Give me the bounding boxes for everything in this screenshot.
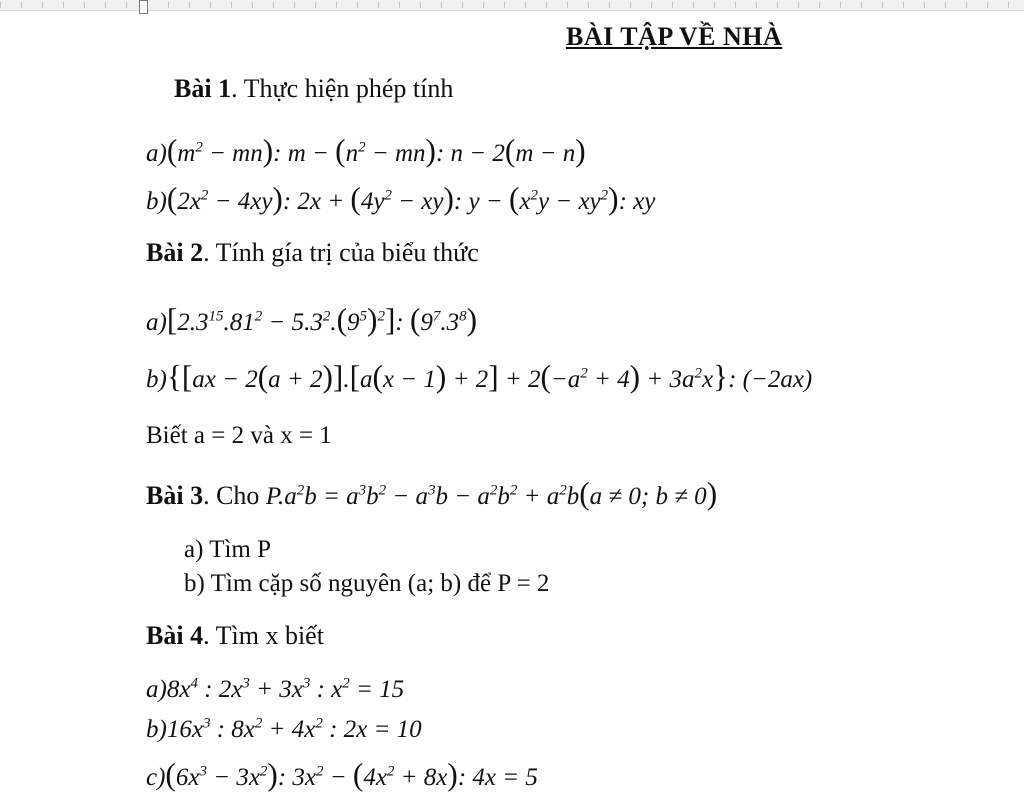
page-title: BÀI TẬP VỀ NHÀ: [566, 22, 783, 51]
bai2-heading: [146, 238, 479, 268]
bai3-item-a: a) Tìm P: [184, 536, 272, 563]
bai4-c-label: c): [146, 764, 166, 791]
bai2-label: Bài 2: [146, 238, 204, 267]
bai2-b-label: b): [146, 366, 167, 393]
bai4-heading: [146, 621, 324, 651]
ruler-ticks: [0, 2, 1024, 8]
indent-marker[interactable]: [139, 0, 148, 14]
bai2-heading-text: . Tính gía trị của biểu thức: [203, 238, 479, 267]
bai4-label: Bài 4: [146, 621, 204, 650]
bai4-a-expression: $a)8x^4$ : $2x^3 + 3x^3$ : $x^2 = 15$: [146, 675, 405, 703]
bai4-b-expression: $b)16x^3$ : $8x^2 + 4x^2$ : 2x = 10: [146, 715, 422, 743]
bai3-expression: $P.a^2b = a^3b^2 - a^3b - a^2b^2 + a^2b(a \ne 0$; b ≠ 0): [265, 476, 718, 511]
bai2-a-label: a): [146, 309, 167, 336]
bai1-heading-text: . Thực hiện phép tính: [231, 74, 454, 103]
bai3-label: Bài 3: [146, 481, 204, 510]
bai1-a-expression: $a)(m^2 - mn)$: $m - (n^2 - mn)$: n − 2(m − n): [146, 133, 586, 168]
bai3-heading-text: . Cho: [203, 481, 260, 510]
bai4-b-label: b): [146, 716, 167, 743]
bai3-heading: [146, 476, 717, 512]
bai2-b-expression: $b)\{[ax - 2(a + 2)].[a(x - 1) + 2] + 2(-a^2 + 4) + 3a^2x\}$: (−2ax): [146, 359, 813, 394]
bai1-a-label: a): [146, 140, 167, 167]
ruler[interactable]: [0, 0, 1024, 11]
bai4-a-label: a): [146, 676, 167, 703]
bai3-item-b: b) Tìm cặp số nguyên (a; b) để P = 2: [184, 570, 550, 597]
bai2-given: Biết a = 2 và x = 1: [146, 422, 332, 449]
bai1-heading: [174, 74, 453, 104]
bai1-label: Bài 1: [174, 74, 232, 103]
bai1-b-expression: $b)(2x^2 - 4xy)$: $2x + (4y^2 - xy)$: $y - (x^2y - xy^2)$: xy: [146, 181, 656, 216]
bai2-a-expression: $a)[2.3^{15}.81^2 - 5.3^2.(9^5)^2]$: $(9^7.3^8)$: [146, 302, 478, 337]
bai1-b-label: b): [146, 188, 167, 215]
bai4-heading-text: . Tìm x biết: [203, 621, 324, 650]
bai4-c-expression: $c)(6x^3 - 3x^2)$: $3x^2 - (4x^2 + 8x)$: 4x = 5: [146, 757, 538, 792]
